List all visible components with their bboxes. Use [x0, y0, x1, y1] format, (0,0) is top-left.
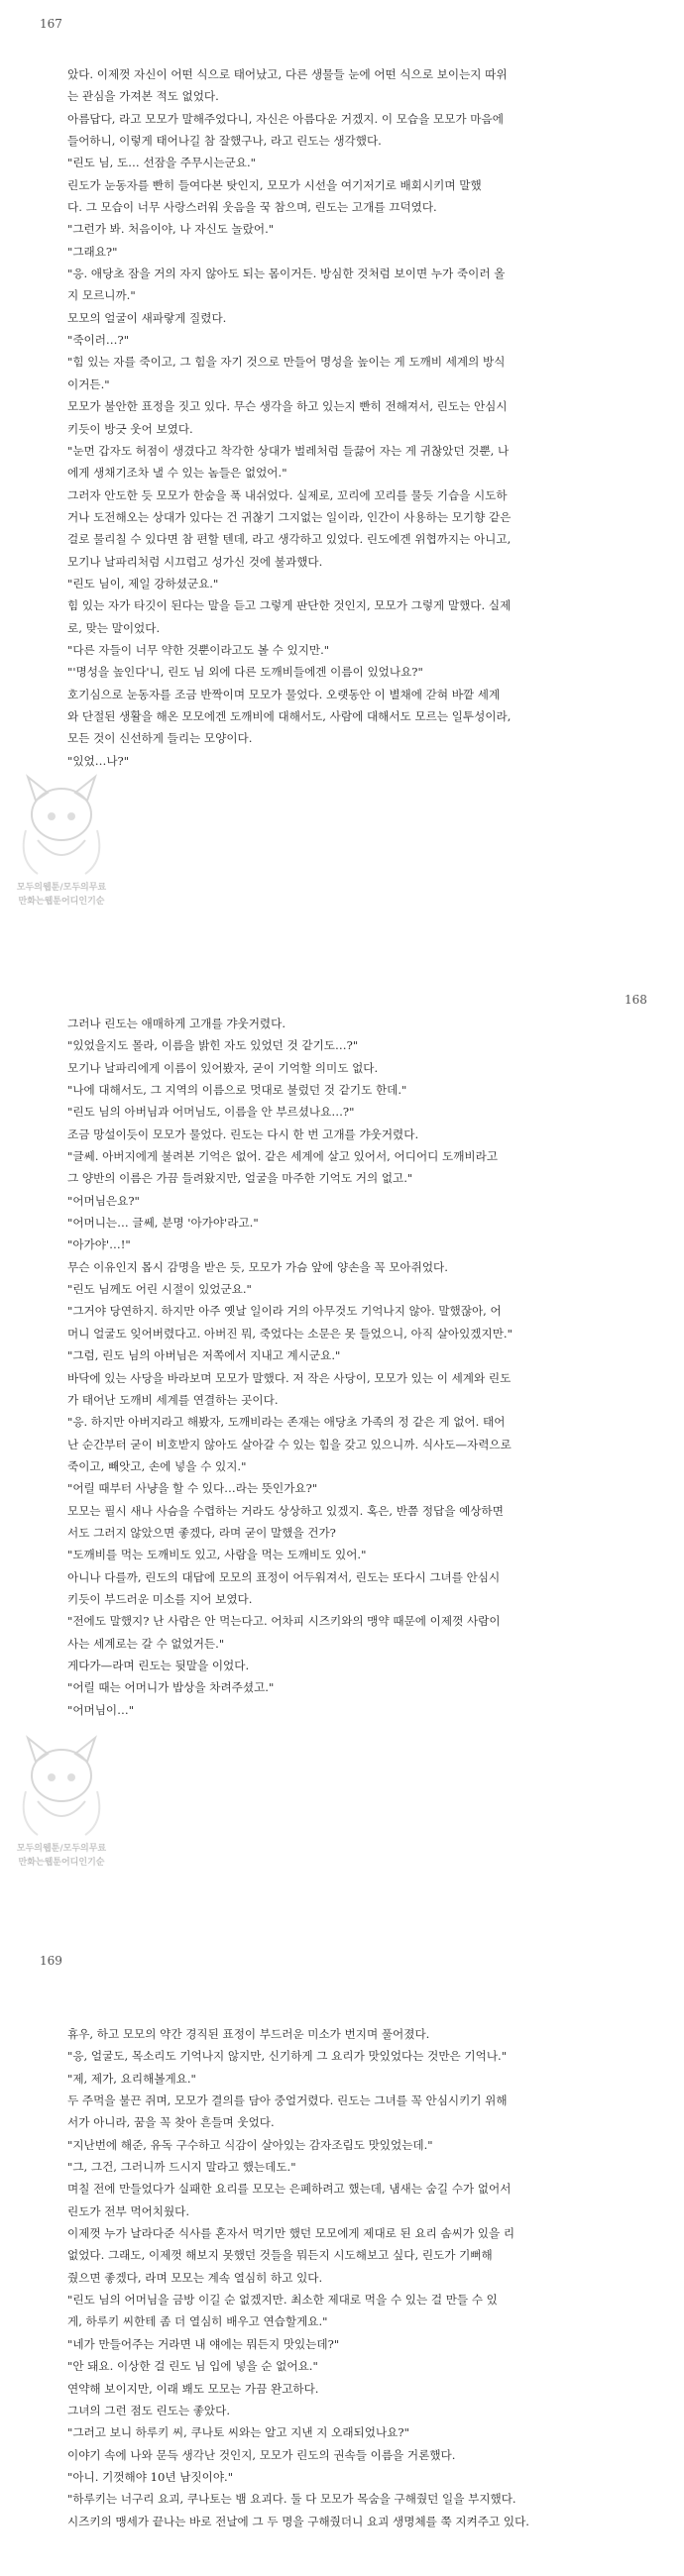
- text-line: 없었다. 그래도, 이제껏 해보지 못했던 것들을 뭐든지 시도해보고 싶다, 린도가 기뻐해: [67, 2248, 493, 2263]
- text-line: 지 모르니까.": [67, 288, 136, 303]
- text-line: "그, 그건, 그러니까 드시지 말라고 했는데도.": [67, 2160, 296, 2175]
- text-line: 아니나 다를까, 린도의 대답에 모모의 표정이 어두워져서, 린도는 또다시 그녀를 안심시: [67, 1569, 501, 1584]
- text-line: "린도 님의 아버님과 어머님도, 이름을 안 부르셨나요…?": [67, 1105, 355, 1120]
- text-line: 머니 얼굴도 잊어버렸다고. 아버진 뭐, 죽었다는 소문은 못 들었으니, 아직 살아있겠지만.": [67, 1326, 513, 1341]
- text-line: 조금 망설이듯이 모모가 물었다. 린도는 다시 한 번 고개를 갸웃거렸다.: [67, 1127, 419, 1141]
- text-line: 아름답다, 라고 모모가 말해주었다니, 자신은 아름다운 거겠지. 이 모습을 모모가 마음에: [67, 111, 504, 126]
- page-number: 169: [40, 1954, 62, 1968]
- text-line: 난 순간부터 굳이 비호받지 않아도 살아갈 수 있는 힘을 갖고 있으니까. 식사도—자력으로: [67, 1437, 512, 1451]
- text-line: 모모가 불안한 표정을 짓고 있다. 무슨 생각을 하고 있는지 빤히 전해져서, 린도는 안심시: [67, 399, 508, 414]
- text-line: "다른 자들이 너무 약한 것뿐이라고도 볼 수 있지만.": [67, 642, 330, 657]
- text-line: 그러자 안도한 듯 모모가 한숨을 푹 내쉬었다. 실제로, 꼬리에 꼬리를 물듯 기습을 시도하: [67, 487, 508, 502]
- text-line: "죽이러…?": [67, 333, 130, 348]
- text-line: 가 태어난 도깨비 세계를 연결하는 곳이다.: [67, 1392, 279, 1407]
- text-line: "하루키는 너구리 요괴, 쿠나토는 뱀 요괴다. 둘 다 모모가 목숨을 구해줬던 일을 부지했다.: [67, 2492, 516, 2507]
- text-line: 린도가 눈동자를 빤히 들여다본 탓인지, 모모가 시선을 여기저기로 배회시키며 말했: [67, 177, 482, 192]
- text-line: 키듯이 방긋 웃어 보였다.: [67, 421, 193, 436]
- text-line: "응, 얼굴도, 목소리도 기억나지 않지만, 신기하게 그 요리가 맛있었다는 것만은 기억나.": [67, 2049, 508, 2064]
- text-line: "린도 님께도 어린 시절이 있었군요.": [67, 1282, 252, 1297]
- book-page: [0, 1932, 684, 2576]
- text-line: "힘 있는 자를 죽이고, 그 힘을 자기 것으로 만들어 명성을 높이는 게 도깨비 세계의 방식: [67, 355, 506, 370]
- character-icon: [8, 771, 115, 880]
- text-line: 린도가 전부 먹어치웠다.: [67, 2203, 190, 2218]
- text-line: 시즈키의 맹세가 끝나는 바로 전날에 그 두 명을 구해줬더니 요괴 생명체를 쭉 지켜주고 있다.: [67, 2514, 529, 2528]
- text-line: "글쎄. 아버지에게 불려본 기억은 없어. 같은 세계에 살고 있어서, 어디어디 도깨비라고: [67, 1149, 499, 1164]
- book-page: [0, 981, 684, 1932]
- text-line: 죽이고, 빼앗고, 손에 넣을 수 있지.": [67, 1458, 247, 1473]
- page-text: [67, 63, 618, 772]
- text-line: 서도 그러지 않았으면 좋겠다, 라며 굳이 말했을 건가?: [67, 1525, 336, 1540]
- text-line: "지난번에 해준, 유독 구수하고 식감이 살아있는 감자조림도 맛있었는데.": [67, 2137, 433, 2152]
- text-line: 로, 맞는 말이었다.: [67, 620, 161, 635]
- watermark-logo: [8, 1732, 115, 1880]
- watermark-logo: [8, 771, 115, 919]
- text-line: 그러나 린도는 애매하게 고개를 갸웃거렸다.: [67, 1017, 286, 1030]
- text-line: 는 관심을 가져본 적도 없었다.: [67, 89, 219, 104]
- text-line: "안 돼요. 이상한 걸 린도 님 입에 넣을 순 없어요.": [67, 2359, 318, 2374]
- text-line: "'명성을 높인다'니, 린도 님 외에 다른 도깨비들에겐 이름이 있었나요?": [67, 665, 423, 680]
- text-line: "어릴 때부터 사냥을 할 수 있다…라는 뜻인가요?": [67, 1481, 318, 1496]
- text-line: "어머님은요?": [67, 1193, 140, 1208]
- text-line: 거나 도전해오는 상대가 있다는 건 귀찮기 그지없는 일이라, 인간이 사용하는 모기향 같은: [67, 509, 512, 524]
- text-line: 다. 그 모습이 너무 사랑스러워 웃음을 꾹 참으며, 린도는 고개를 끄덕였다.: [67, 200, 437, 215]
- text-line: 호기심으로 눈동자를 조금 반짝이며 모모가 물었다. 오랫동안 이 별채에 갇혀 바깥 세계: [67, 687, 501, 701]
- text-line: 이거든.": [67, 376, 110, 391]
- text-line: 모모의 얼굴이 새파랗게 질렸다.: [67, 310, 227, 325]
- text-line: 키듯이 부드러운 미소를 지어 보였다.: [67, 1591, 253, 1606]
- text-line: 바닥에 있는 사당을 바라보며 모모가 말했다. 저 작은 사당이, 모모가 있는 이 세계와 린도: [67, 1370, 512, 1385]
- text-line: "네가 만들어주는 거라면 내 얘에는 뭐든지 맛있는데?": [67, 2336, 340, 2351]
- text-line: 게다가—라며 린도는 뒷말을 이었다.: [67, 1658, 250, 1672]
- text-line: 걸로 물리칠 수 있다면 참 편할 텐데, 라고 생각하고 있었다. 린도에겐 위협까지는 아니고,: [67, 532, 512, 547]
- text-line: "응. 애당초 잠을 거의 자지 않아도 되는 몸이거든. 방심한 것처럼 보이면 누가 죽이러 올: [67, 267, 506, 281]
- text-line: "그러고 보니 하루키 씨, 쿠나토 씨와는 알고 지낸 지 오래되었나요?": [67, 2425, 409, 2440]
- text-line: 들어하니, 이렇게 태어나길 참 잘했구나, 라고 린도는 생각했다.: [67, 134, 382, 149]
- text-line: 그 양반의 이름은 가끔 들려왔지만, 얼굴을 마주한 기억도 거의 없고.": [67, 1171, 413, 1186]
- text-line: "아니. 기껏해야 10년 남짓이야.": [67, 2469, 234, 2484]
- text-line: "린도 님, 도… 선잠을 주무시는군요.": [67, 156, 256, 170]
- text-line: "어릴 때는 어머니가 밥상을 차려주셨고.": [67, 1680, 275, 1695]
- text-line: 이야기 속에 나와 문득 생각난 것인지, 모모가 린도의 권속들 이름을 거론했다.: [67, 2447, 456, 2462]
- text-line: 힘 있는 자가 타깃이 된다는 말을 듣고 그렇게 판단한 것인지, 모모가 그렇게 말했다. 실제: [67, 598, 512, 613]
- book-page: [0, 0, 684, 981]
- text-line: 서가 아니라, 꿈을 꼭 찾아 흔들며 웃었다.: [67, 2115, 275, 2130]
- text-line: "그럼, 린도 님의 아버님은 저쪽에서 지내고 계시군요.": [67, 1348, 341, 1363]
- page-number: 167: [40, 17, 62, 31]
- text-line: 았다. 이제껏 자신이 어떤 식으로 태어났고, 다른 생물들 눈에 어떤 식으로 보이는지 따위: [67, 67, 508, 81]
- text-line: "린도 님이, 제일 강하셨군요.": [67, 576, 219, 590]
- text-line: 연약해 보이지만, 이래 봬도 모모는 가끔 완고하다.: [67, 2381, 319, 2396]
- character-icon: [8, 1732, 115, 1841]
- text-line: "전에도 말했지? 난 사람은 안 먹는다고. 어차피 시즈키와의 맹약 때문에 이제껏 사람이: [67, 1614, 501, 1629]
- text-line: 그녀의 그런 점도 린도는 좋았다.: [67, 2403, 231, 2417]
- page-text: [67, 2023, 618, 2532]
- text-line: 휴우, 하고 모모의 약간 경직된 표정이 부드러운 미소가 번지며 풀어졌다.: [67, 2027, 430, 2041]
- text-line: "그래요?": [67, 244, 118, 259]
- text-line: "있었을지도 몰라, 이름을 밝힌 자도 있었던 것 같기도…?": [67, 1038, 359, 1053]
- text-line: 무슨 이유인지 몹시 감명을 받은 듯, 모모가 가슴 앞에 양손을 꼭 모아쥐었다.: [67, 1259, 448, 1274]
- watermark-text: 모두의웹툰/모두의무료: [16, 1844, 107, 1854]
- text-line: 며칠 전에 만들었다가 실패한 요리를 모모는 은폐하려고 했는데, 냄새는 숨길 수가 없어서: [67, 2182, 512, 2197]
- text-line: "그거야 당연하지. 하지만 아주 옛날 일이라 거의 아무것도 기억나지 않아. 말했잖아, 어: [67, 1304, 502, 1319]
- text-line: "응. 하지만 아버지라고 해봤자, 도깨비라는 존재는 애당초 가족의 정 같은 게 없어. 태어: [67, 1415, 506, 1430]
- watermark-text: 만화는웹툰어디인기순: [18, 1858, 105, 1868]
- text-line: "도깨비를 먹는 도깨비도 있고, 사람을 먹는 도깨비도 있어.": [67, 1548, 367, 1562]
- text-line: "린도 님의 어머님을 금방 이길 순 없겠지만. 최소한 제대로 먹을 수 있는 걸 만들 수 있: [67, 2293, 498, 2308]
- text-line: "눈먼 갑자도 허점이 생겼다고 착각한 상대가 벌레처럼 들끓어 자는 게 귀찮았던 것뿐, 나: [67, 443, 510, 458]
- watermark-text: 모두의웹툰/모두의무료: [16, 883, 107, 893]
- text-line: 와 단절된 생활을 해온 모모에겐 도깨비에 대해서도, 사람에 대해서도 모르는 일투성이라,: [67, 708, 512, 723]
- text-line: 이제껏 누가 날라다준 식사를 혼자서 먹기만 했던 모모에게 제대로 된 요리 솜씨가 있을 리: [67, 2226, 515, 2241]
- page-text: [67, 1013, 618, 1721]
- text-line: 모기나 날파리처럼 시끄럽고 성가신 것에 불과했다.: [67, 554, 323, 569]
- text-line: "아가야'…!": [67, 1237, 131, 1252]
- text-line: 모든 것이 신선하게 들리는 모양이다.: [67, 731, 253, 746]
- text-line: 줬으면 좋겠다, 라며 모모는 계속 열심히 하고 있다.: [67, 2270, 323, 2285]
- text-line: "나에 대해서도, 그 지역의 이름으로 멋대로 불렀던 것 같기도 한데.": [67, 1083, 407, 1098]
- text-line: 두 주먹을 불끈 쥐며, 모모가 결의를 담아 중얼거렸다. 린도는 그녀를 꼭 안심시키기 위해: [67, 2093, 508, 2108]
- text-line: "그런가 봐. 처음이야, 나 자신도 놀랐어.": [67, 222, 275, 237]
- text-line: "제, 제가, 요리해볼게요.": [67, 2071, 196, 2086]
- watermark-text: 만화는웹툰어디인기순: [18, 897, 105, 907]
- text-line: "어머님이…": [67, 1702, 135, 1717]
- text-line: "어머니는… 글쎄, 분명 '아가야'라고.": [67, 1216, 259, 1231]
- text-line: "있었…나?": [67, 753, 130, 768]
- text-line: 모기나 날파리에게 이름이 있어봤자, 굳이 기억할 의미도 없다.: [67, 1060, 379, 1075]
- text-line: 사는 세계로는 갈 수 없었거든.": [67, 1636, 225, 1651]
- text-line: 게, 하루키 씨한테 좀 더 열심히 배우고 연습할게요.": [67, 2314, 328, 2329]
- text-line: 에게 생채기조차 낼 수 있는 놈들은 없었어.": [67, 466, 287, 481]
- page-number: 168: [625, 993, 647, 1007]
- text-line: 모모는 필시 새나 사슴을 수렵하는 거라도 상상하고 있겠지. 혹은, 반쯤 정답을 예상하면: [67, 1503, 504, 1518]
